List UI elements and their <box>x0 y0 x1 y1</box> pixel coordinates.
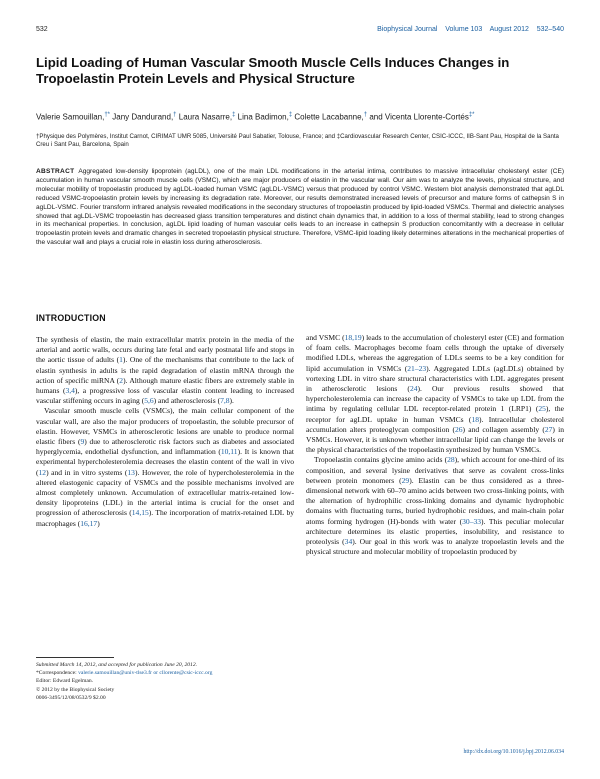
author-affiliation-marker: † <box>173 112 177 118</box>
body-paragraph <box>36 406 294 528</box>
reference-citation-link[interactable]: 26 <box>454 424 463 434</box>
abstract <box>36 168 564 248</box>
body-text: ), the receptor for agLDL uptake in human VSMCs ( <box>306 404 564 424</box>
correspondence-email-link[interactable]: valerie.samouillan@univ-tlse3.fr or cllorente@csic-iccc.org <box>78 670 213 677</box>
author-affiliation-marker: ‡* <box>468 112 475 118</box>
body-text: ). This peculiar molecular architecture determines its elastic properties, insolubility, and resistance to proteolysis ( <box>306 516 564 547</box>
reference-citation-link[interactable]: 16,17 <box>80 518 98 528</box>
reference-citation-link[interactable]: 25 <box>538 404 546 414</box>
body-text: ). Our previous results showed that hypercholesterolemia can increase the capacity of VSMCs to take up LDL from the intima by regulating cellular LDL receptor-related protein 1 (LRP1) ( <box>306 384 564 414</box>
body-text: Vascular smooth muscle cells (VSMCs), the main cellular component of the vascular wall, are also the major producers of tropoelastin, the soluble precursor of elastin. However, VSMCs in atherosclerotic lesions are unable to produce normal elastic fibers ( <box>36 406 294 447</box>
reference-citation-link[interactable]: 28 <box>447 455 455 465</box>
author-affiliation-marker: ‡ <box>232 112 236 118</box>
article-title: Lipid Loading of Human Vascular Smooth Muscle Cells Induces Changes in Tropoelastin Protein Levels and Physical Structure <box>36 55 510 86</box>
editor-note: Editor: Edward Egelman. <box>36 678 94 685</box>
body-text: ). The incorporation of matrix-retained LDL by macrophages ( <box>36 508 294 528</box>
body-paragraph <box>306 455 564 557</box>
author-name: Lina Badimon, <box>235 112 289 122</box>
reference-citation-link[interactable]: 14,15 <box>131 508 149 518</box>
reference-citation-link[interactable]: 24 <box>409 384 418 394</box>
body-text: ). However, the role of hypercholesterolemia in the altered elastogenic capacity of VSMCs and the possible mechanisms involved are almost completely unknown. Accumulation of extracellular matrix-retained low-density lipoproteins (LDL) in the arterial intima is crucial for the onset and progression of atherosclerosis ( <box>36 467 294 518</box>
issn-note: 0006-3495/12/08/0532/9 $2.00 <box>36 694 106 701</box>
reference-citation-link[interactable]: 7,8 <box>220 396 230 406</box>
abstract-label: ABSTRACT <box>36 168 75 175</box>
footnote-divider <box>36 657 114 658</box>
reference-citation-link[interactable]: 34 <box>344 537 353 547</box>
abstract-text: Aggregated low-density lipoprotein (agLDL), one of the main LDL modifications in the arterial intima, contributes to massive intracellular cholesteryl ester (CE) accumulation in human vascular smooth muscle cells (VSMC), which are major producers of elastin in the vascular wall. Our aim was to analyze the levels, physical structure, and molecular mobility of tropoelastin produced by agLDL-loaded human VSMC (agLDL-VSMC) versus that produced by control VSMC. Western blot analysis demonstrated that agLDL reduced VSMC-tropoelastin protein levels by increasing its degradation rate. Moreover, our results demonstrated increased levels of precursor and mature forms of cathepsin S in agLDL-VSMC. Fourier transform infrared analysis revealed modifications in the secondary structures of tropoelastin produced by lipid-loaded VSMCs. Thermal and dielectric analyses showed that agLDL-VSMC tropoelastin has decreased glass transition temperatures and distinct chain dynamics that, in addition to a loss of thermal stability, lead to strong changes in its mechanical properties. In conclusion, agLDL lipid loading of human vascular cells leads to an increase in cathepsin S production concomitantly with a decrease in cellular tropoelastin protein levels and dramatic changes in secreted tropoelastin physical structure. Therefore, VSMC-lipid loading likely determines alterations in the mechanical properties of the vascular wall and plays a crucial role in elastin loss during atherosclerosis. <box>36 168 564 247</box>
body-text: ). Aggregated LDLs (agLDLs) obtained by vortexing LDL in vitro share structural characteristics with LDL aggregates present in atherosclerotic lesions ( <box>306 363 564 394</box>
body-text: ) and collagen assembly ( <box>462 424 545 434</box>
page-number: 532 <box>36 26 48 33</box>
body-column-right <box>306 333 564 557</box>
body-text: Tropoelastin contains glycine amino acids ( <box>314 455 448 465</box>
footnotes <box>36 661 294 702</box>
body-text: ). <box>229 396 234 406</box>
affiliations: †Physique des Polymères, Institut Carnot, CIRIMAT UMR 5085, Université Paul Sabatier, Tolouse, France; and ‡Cardiovascular Research Center, CSIC-ICCC, IIB-Sant Pau, Hospital de la Santa Creu i Sant Pau, Barcelona, Spain <box>36 133 559 149</box>
body-text: ). Elastin can be thus considered as a three-dimensional network with 60–70 amino acids between two cross-linking points, with the alternation of hydrophilic cross-linking domains and dynamic hydrophobic domains with fluctuating turns, buried hydrophobic residues, and main-chain polar atoms forming hydrogen (H)-bonds with water ( <box>306 475 564 526</box>
author-name: and Vicenta Llorente-Cortés <box>367 112 469 122</box>
author-name: Jany Dandurand, <box>110 112 174 122</box>
reference-citation-link[interactable]: 12 <box>38 467 47 477</box>
journal-name: Biophysical Journal <box>377 26 438 33</box>
body-text: ), a progressive loss of vascular elastin content leading to increased vascular stiffening occurs in aging ( <box>36 386 294 406</box>
section-heading-introduction: INTRODUCTION <box>36 313 106 323</box>
journal-date: August 2012 <box>489 26 529 33</box>
body-text: ) in VSMCs. However, it is unknown whether intracellular lipid can change the levels or the physical characteristics of the tropoelastin synthesized by human VSMCs. <box>306 424 564 455</box>
correspondence-label: *Correspondence: <box>36 670 79 677</box>
body-paragraph <box>306 333 564 455</box>
reference-citation-link[interactable]: 30–33 <box>462 516 482 526</box>
reference-citation-link[interactable]: 5,6 <box>144 396 154 406</box>
reference-citation-link[interactable]: 3,4 <box>65 386 75 396</box>
body-text: and VSMC ( <box>306 333 345 342</box>
body-text: ) due to atherosclerotic risk factors such as diabetes and associated hyperglycemia, endothelial dysfunction, and inflammation ( <box>36 437 294 457</box>
journal-volume: Volume 103 <box>445 26 483 33</box>
submission-note: Submitted March 14, 2012, and accepted for publication June 20, 2012. <box>36 662 198 668</box>
journal-pages: 532–540 <box>536 26 564 33</box>
body-text: ). Intracellular cholesterol accumulation alters proteoglycan composition ( <box>306 414 564 434</box>
author-name: Laura Nasarre, <box>176 112 233 122</box>
body-text: ) and atherosclerosis ( <box>153 396 221 406</box>
body-paragraph <box>36 335 294 406</box>
running-header <box>377 26 564 33</box>
body-text: ) <box>97 518 100 528</box>
body-text: ). Our goal in this work was to analyze tropoelastin levels and the physical structure and molecular mobility of tropoelastin produced by <box>306 537 564 557</box>
body-text: ). Although mature elastic fibers are extremely stable in humans ( <box>36 375 294 396</box>
body-text: ), which account for one-third of its composition, and several lysine derivatives that serve as covalent cross-links between protein monomers ( <box>306 455 564 485</box>
reference-citation-link[interactable]: 18 <box>471 414 479 424</box>
correspondence-note <box>36 669 294 677</box>
author-affiliation-marker: † <box>363 112 368 118</box>
body-text: ). One of the mechanisms that contribute to the lack of elastin synthesis in adults is the rapid degradation of elastin mRNA through the action of specific miRNA ( <box>36 355 294 385</box>
copyright-note: © 2012 by the Biophysical Society <box>36 686 115 693</box>
reference-citation-link[interactable]: 21–23 <box>407 363 427 373</box>
author-affiliation-marker: †* <box>104 112 111 118</box>
author-affiliation-marker: ‡ <box>288 112 293 118</box>
reference-citation-link[interactable]: 9 <box>80 437 85 447</box>
body-text: ). It is known that experimental hypercholesterolemia decreases the elastin content of the wall in vivo ( <box>36 447 295 477</box>
author-name: Colette Lacabanne, <box>292 112 364 122</box>
author-name: Valerie Samouillan, <box>36 112 105 122</box>
reference-citation-link[interactable]: 27 <box>544 424 553 434</box>
reference-citation-link[interactable]: 1 <box>119 355 123 365</box>
reference-citation-link[interactable]: 2 <box>119 375 124 385</box>
reference-citation-link[interactable]: 13 <box>127 467 135 477</box>
body-text: ) and in in vitro systems ( <box>46 467 128 477</box>
reference-citation-link[interactable]: 29 <box>401 475 410 485</box>
reference-citation-link[interactable]: 18,19 <box>344 333 362 342</box>
doi-link[interactable]: http://dx.doi.org/10.1016/j.bpj.2012.06.034 <box>463 749 564 755</box>
body-text: ) leads to the accumulation of cholesteryl ester (CE) and formation of foam cells. Macrophages become foam cells through the uptake of diversely modified LDLs, whereas the aggregation of LDLs seems to be a key condition for lipid accumulation in VSMCs ( <box>306 333 564 373</box>
author-list <box>36 110 566 123</box>
body-text: The synthesis of elastin, the main extracellular matrix protein in the media of the arterial and aortic walls, occurs during late fetal and early postnatal life and stops in the aortic tissue of adults ( <box>36 335 294 365</box>
reference-citation-link[interactable]: 10,11 <box>220 447 238 457</box>
body-column-left <box>36 335 294 529</box>
